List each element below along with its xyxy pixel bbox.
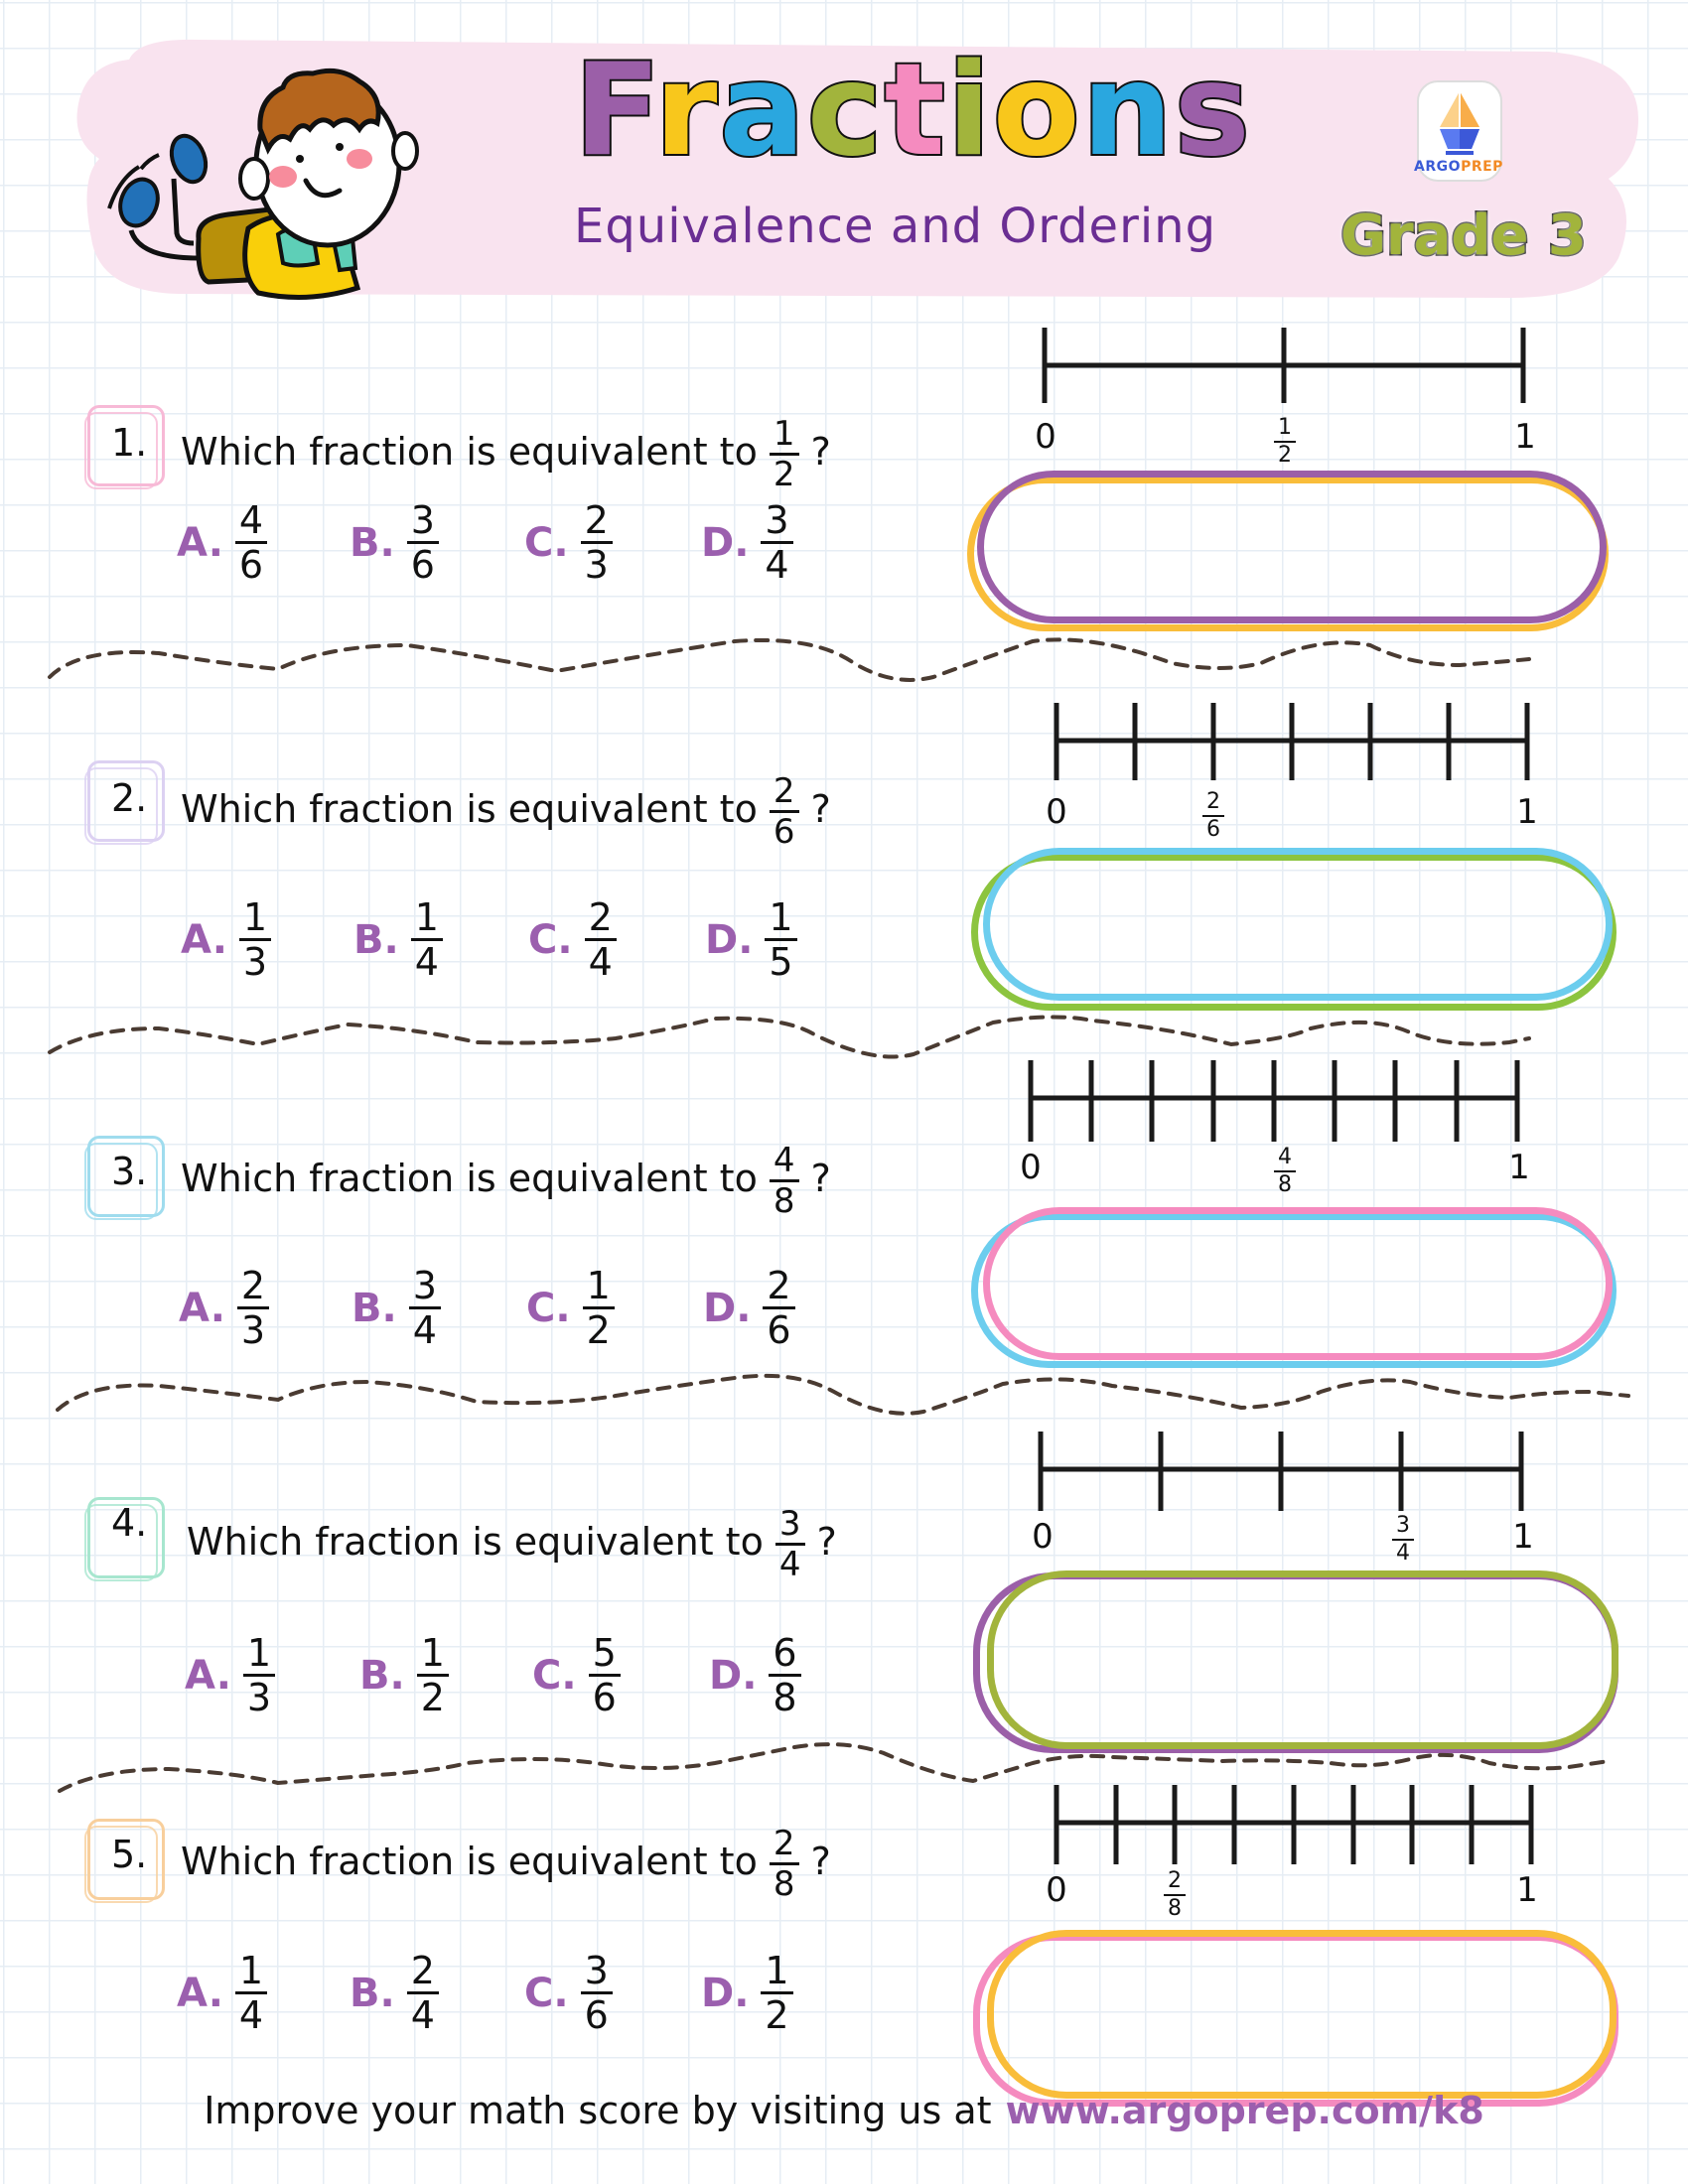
wavy-dashed-divider xyxy=(0,1362,1688,1422)
title-letter: i xyxy=(946,37,993,185)
question-number: 1. xyxy=(111,421,148,465)
number-line xyxy=(1019,1058,1535,1148)
question-number: 3. xyxy=(111,1150,148,1193)
number-line xyxy=(1045,1781,1541,1870)
number-line-marked-fraction: $\frac{2}{6}$ xyxy=(1202,791,1224,841)
answer-box[interactable] xyxy=(987,1570,1618,1749)
title-letter: r xyxy=(654,37,720,185)
target-fraction: $\frac{3}{4}$ xyxy=(775,1507,805,1581)
wavy-dashed-divider xyxy=(0,635,1688,695)
number-line-start-label: 0 xyxy=(1032,1517,1054,1557)
title-letter: c xyxy=(806,37,885,185)
question-text: Which fraction is equivalent to $\frac{2}{6}$ ? xyxy=(181,771,831,852)
option-c[interactable]: C. $\frac{3}{6}$ xyxy=(524,1952,613,2034)
page-title xyxy=(574,37,1252,185)
footer-text: Improve your math score by visiting us at xyxy=(204,2089,992,2132)
grade-label: Grade 3 xyxy=(1340,204,1587,268)
title-letter: F xyxy=(574,37,655,185)
option-d[interactable]: D. $\frac{6}{8}$ xyxy=(709,1634,801,1716)
option-a[interactable]: A. $\frac{1}{3}$ xyxy=(185,1634,275,1716)
number-line xyxy=(1029,1428,1535,1517)
option-d[interactable]: D. $\frac{1}{5}$ xyxy=(705,898,797,981)
question-text: Which fraction is equivalent to $\frac{1}{2}$ ? xyxy=(181,414,831,494)
mascot-boy-illustration xyxy=(79,60,516,308)
option-b[interactable]: B. $\frac{2}{4}$ xyxy=(350,1952,439,2034)
logo-wordmark: ARGOPREP xyxy=(1414,159,1503,175)
number-line xyxy=(1033,324,1539,413)
target-fraction: $\frac{1}{2}$ xyxy=(770,417,799,491)
option-b[interactable]: B. $\frac{3}{4}$ xyxy=(352,1267,441,1349)
title-letter: s xyxy=(1174,37,1252,185)
wavy-dashed-divider xyxy=(0,1005,1688,1064)
option-a[interactable]: A. $\frac{1}{3}$ xyxy=(181,898,271,981)
title-letter: a xyxy=(719,37,807,185)
target-fraction: $\frac{4}{8}$ xyxy=(770,1144,799,1218)
option-b[interactable]: B. $\frac{1}{2}$ xyxy=(359,1634,449,1716)
number-line-start-label: 0 xyxy=(1035,417,1056,457)
number-line xyxy=(1045,701,1541,790)
option-c[interactable]: C. $\frac{5}{6}$ xyxy=(532,1634,621,1716)
number-line-end-label: 1 xyxy=(1508,1148,1530,1187)
question-number: 5. xyxy=(111,1833,148,1876)
target-fraction: $\frac{2}{6}$ xyxy=(770,774,799,849)
question-number: 4. xyxy=(111,1501,148,1545)
number-line-start-label: 0 xyxy=(1046,1870,1067,1910)
number-line-start-label: 0 xyxy=(1046,792,1067,832)
option-c[interactable]: C. $\frac{1}{2}$ xyxy=(526,1267,615,1349)
option-b[interactable]: B. $\frac{3}{6}$ xyxy=(350,501,439,584)
option-c[interactable]: C. $\frac{2}{4}$ xyxy=(528,898,617,981)
answer-box[interactable] xyxy=(977,471,1607,623)
option-b[interactable]: B. $\frac{1}{4}$ xyxy=(353,898,443,981)
number-line-marked-fraction: $\frac{2}{8}$ xyxy=(1164,1870,1186,1920)
title-letter: n xyxy=(1081,37,1175,185)
number-line-start-label: 0 xyxy=(1020,1148,1042,1187)
answer-box[interactable] xyxy=(983,1207,1613,1360)
option-a[interactable]: A. $\frac{1}{4}$ xyxy=(177,1952,267,2034)
number-line-end-label: 1 xyxy=(1516,1870,1538,1910)
question-number: 2. xyxy=(111,776,148,820)
footer-link[interactable]: www.argoprep.com/k8 xyxy=(1005,2089,1484,2132)
option-c[interactable]: C. $\frac{2}{3}$ xyxy=(524,501,613,584)
answer-box[interactable] xyxy=(987,1930,1617,2099)
target-fraction: $\frac{2}{8}$ xyxy=(770,1827,799,1901)
title-letter: o xyxy=(992,37,1082,185)
number-line-marked-fraction: $\frac{3}{4}$ xyxy=(1392,1515,1414,1565)
option-a[interactable]: A. $\frac{2}{3}$ xyxy=(179,1267,269,1349)
option-a[interactable]: A. $\frac{4}{6}$ xyxy=(177,501,267,584)
option-d[interactable]: D. $\frac{2}{6}$ xyxy=(703,1267,795,1349)
page-subtitle: Equivalence and Ordering xyxy=(574,199,1217,254)
answer-box[interactable] xyxy=(983,848,1613,1001)
title-letter: t xyxy=(884,37,947,185)
question-text: Which fraction is equivalent to $\frac{2}{8}$ ? xyxy=(181,1824,831,1904)
option-d[interactable]: D. $\frac{1}{2}$ xyxy=(701,1952,793,2034)
number-line-end-label: 1 xyxy=(1514,417,1536,457)
question-text: Which fraction is equivalent to $\frac{3}{4}$ ? xyxy=(187,1504,837,1584)
number-line-end-label: 1 xyxy=(1516,792,1538,832)
footer xyxy=(0,2089,1688,2132)
option-d[interactable]: D. $\frac{3}{4}$ xyxy=(701,501,793,584)
number-line-end-label: 1 xyxy=(1512,1517,1534,1557)
question-text: Which fraction is equivalent to $\frac{4}{8}$ ? xyxy=(181,1141,831,1221)
number-line-marked-fraction: $\frac{1}{2}$ xyxy=(1274,417,1296,467)
number-line-marked-fraction: $\frac{4}{8}$ xyxy=(1274,1147,1296,1196)
